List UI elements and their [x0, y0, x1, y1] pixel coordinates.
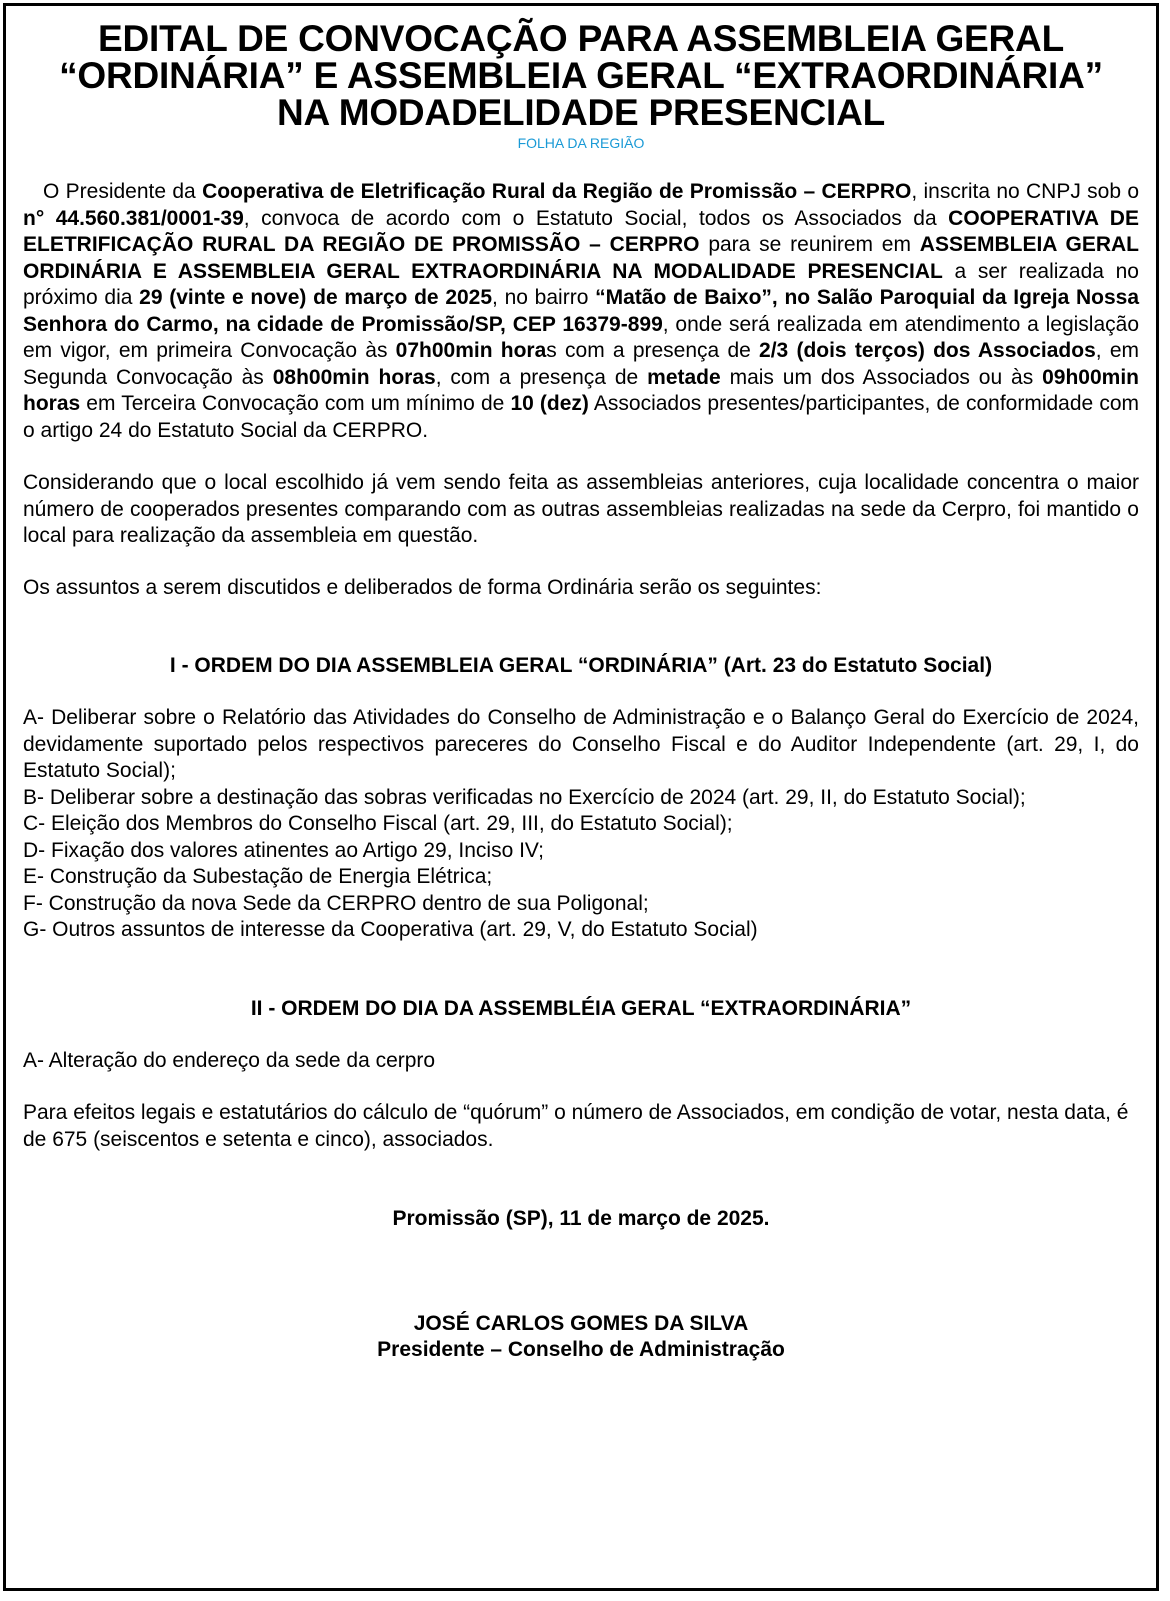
- intro-bold-12: 10 (dez): [510, 392, 589, 415]
- intro-text-1: O Presidente da: [43, 180, 203, 203]
- intro-text-8: s com a presença de: [546, 339, 760, 362]
- intro-text-10: , com a presença de: [435, 365, 648, 389]
- title-line-2: “ORDINÁRIA” E ASSEMBLEIA GERAL “EXTRAORDINÁRIA”: [59, 55, 1103, 96]
- list-item: C- Eleição dos Membros do Conselho Fiscal (art. 29, III, do Estatuto Social);: [23, 812, 733, 835]
- signatory-role: Presidente – Conselho de Administração: [377, 1338, 785, 1361]
- notice-title: [23, 20, 1139, 131]
- intro-text-3: , convoca de acordo com o Estatuto Social, todos os Associados da: [243, 206, 949, 230]
- list-item: B- Deliberar sobre a destinação das sobras verificadas no Exercício de 2024 (art. 29, II, do Estatuto Social);: [23, 785, 1026, 809]
- list-item: G- Outros assuntos de interesse da Cooperativa (art. 29, V, do Estatuto Social): [23, 918, 758, 941]
- intro-text-6: , no bairro: [492, 286, 596, 309]
- title-line-3: NA MODADELIDADE PRESENCIAL: [276, 92, 886, 133]
- title-line-1: EDITAL DE CONVOCAÇÃO PARA ASSEMBLEIA GERAL: [98, 18, 1064, 59]
- intro-text-13: Associados presentes/participantes, de conformidade com o artigo 24 do Estatuto Social da CERPRO.: [23, 392, 1140, 442]
- intro-bold-3: COOPERATIVA DE ELETRIFICAÇÃO RURAL DA REGIÃO DE PROMISSÃO – CERPRO: [23, 206, 1139, 256]
- intro-bold-1: Cooperativa de Eletrificação Rural da Região de Promissão – CERPRO: [202, 180, 912, 203]
- list-item: E- Construção da Subestação de Energia Elétrica;: [23, 865, 493, 888]
- date-line: Promissão (SP), 11 de março de 2025.: [392, 1207, 770, 1230]
- intro-bold-10: metade: [647, 365, 721, 389]
- subjects-intro-paragraph: Os assuntos a serem discutidos e deliberados de forma Ordinária serão os seguintes:: [23, 575, 822, 599]
- intro-paragraph: [23, 179, 1139, 444]
- considering-paragraph: Considerando que o local escolhido já vem sendo feita as assembleias anteriores, cuja localidade concentra o maior número de cooperados presentes comparando com as outras assembleias realizadas na sede da Cerpro, foi mantido o local para realização da assembleia em questão.: [23, 471, 1139, 547]
- list-item: A- Deliberar sobre o Relatório das Atividades do Conselho de Administração e o Balanço Geral do Exercício de 2024, devidamente suportado pelos respectivos pareceres do Conselho Fiscal e do Auditor Independente (art. 29, I, do Estatuto Social);: [23, 706, 1139, 782]
- intro-bold-11: 09h00min horas: [23, 365, 1140, 415]
- intro-text-12: em Terceira Convocação com um mínimo de: [80, 392, 511, 415]
- intro-bold-4: ASSEMBLEIA GERAL ORDINÁRIA E ASSEMBLEIA GERAL EXTRAORDINÁRIA NA MODALIDADE PRESENCIAL: [23, 233, 1140, 283]
- intro-text-9: , em Segunda Convocação às: [23, 339, 1139, 389]
- intro-bold-6: “Matão de Baixo”, no Salão Paroquial da Igreja Nossa Senhora do Carmo, na cidade de Promissão/SP, CEP 16379-899: [23, 286, 1140, 336]
- signature-block: [23, 1311, 1139, 1363]
- list-item: F- Construção da nova Sede da CERPRO dentro de sua Poligonal;: [23, 891, 649, 915]
- signatory-name: JOSÉ CARLOS GOMES DA SILVA: [413, 1312, 749, 1335]
- intro-bold-5: 29 (vinte e nove) de março de 2025: [139, 286, 493, 309]
- source-label: FOLHA DA REGIÃO: [517, 135, 645, 151]
- intro-text-2: , inscrita no CNPJ sob o: [911, 180, 1140, 203]
- section-extraordinary-list: [23, 1048, 1139, 1075]
- section-extraordinary-title: II - ORDEM DO DIA DA ASSEMBLÉIA GERAL “EXTRAORDINÁRIA”: [250, 996, 912, 1020]
- section-ordinary-title: I - ORDEM DO DIA ASSEMBLEIA GERAL “ORDINÁRIA” (Art. 23 do Estatuto Social): [169, 654, 993, 677]
- list-item: A- Alteração do endereço da sede da cerpro: [23, 1048, 436, 1072]
- intro-bold-8: 2/3 (dois terços) dos Associados: [759, 339, 1096, 362]
- intro-bold-7: 07h00min hora: [395, 339, 547, 362]
- quorum-paragraph: Para efeitos legais e estatutários do cálculo de “quórum” o número de Associados, em condição de votar, nesta data, é de 675 (seiscentos e setenta e cinco), associados.: [23, 1101, 1129, 1151]
- notice-frame: [3, 3, 1159, 1591]
- intro-text-11: mais um dos Associados ou às: [720, 365, 1043, 389]
- list-item: D- Fixação dos valores atinentes ao Artigo 29, Inciso IV;: [23, 838, 544, 862]
- intro-text-5: a ser realizada no próximo dia: [23, 259, 1139, 309]
- intro-text-4: para se reunirem em: [699, 233, 920, 256]
- intro-bold-2: n° 44.560.381/0001-39: [23, 206, 244, 230]
- intro-text-7: , onde será realizada em atendimento a legislação em vigor, em primeira Convocação às: [23, 312, 1139, 362]
- section-ordinary-list: [23, 705, 1139, 944]
- notice-content: [23, 20, 1139, 1363]
- intro-bold-9: 08h00min horas: [272, 365, 436, 389]
